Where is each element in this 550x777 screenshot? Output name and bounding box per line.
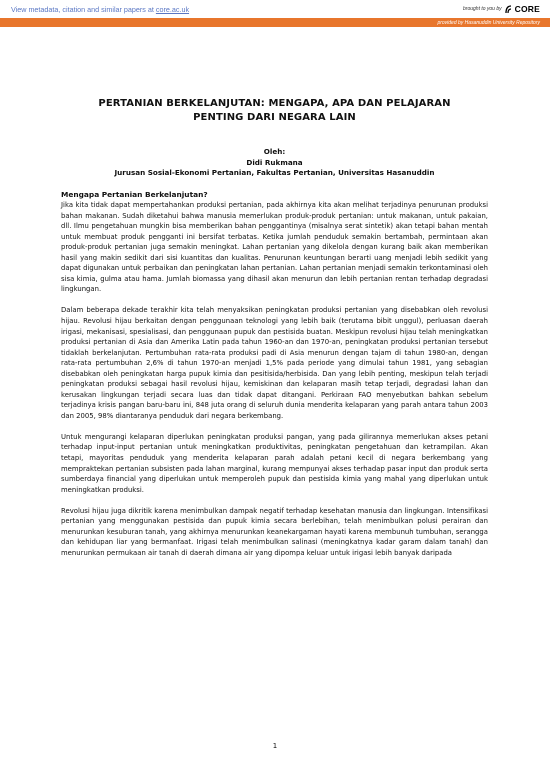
body-paragraph: Revolusi hijau juga dikritik karena menimbulkan dampak negatif terhadap kesehatan manusia dan lingkungan. Intensifikasi pertanian yang menggunakan pestisida dan pupuk kimia secara berlebihan, telah menimbulkan polusi perairan dan menurunkan kesuburan tanah, yang akhirnya menurunkan keanekargaman hayati karena membunuh tumbuhan, serangga dan kehidupan liar yang bermanfaat. Irigasi telah menimbulkan salinasi (meningkatnya kadar garam dalam tanah) dan menurunkan permukaan air tanah di daerah dimana air yang dipompa keluar untuk irigasi lebih banyak daripada bbox=[61, 506, 488, 557]
body-paragraph: Dalam beberapa dekade terakhir kita telah menyaksikan peningkatan produksi pertanian yang disebabkan oleh revolusi hijau. Revolusi hijau berkaitan dengan penggunaan teknologi yang lebih baik (terutama bibit unggul), perluasan daerah irigasi, mekanisasi, spesialisasi, dan penggunaan pupuk dan pestisida buatan. Meskipun revolusi hijau telah meningkatkan produksi pertanian di Asia dan Amerika Latin pada tahun 1960-an dan 1970-an, peningkatan produksi pertanian tersebut tidaklah berkelanjutan. Pertumbuhan rata-rata produksi padi di Asia menurun dengan tajam di tahun 1980-an, dengan rata-rata pertumbuhan 2,6% di tahun 1970-an menjadi 1,5% pada periode yang dimulai tahun 1981, yang sebagian disebabkan oleh peningkatan harga pupuk kimia dan pesitisida/herbisida. Dan yang lebih penting, meskipun telah terjadi peningkatan produksi sebagai hasil revolusi hijau, kemiskinan dan kelaparan masih tetap terjadi, degradasi lahan dan kerusakan lingkungan terjadi secara luas dan tidak dapat ditangani. Perkiraan FAO menyebutkan bahkan sebelum terjadinya krisis pangan baru-baru ini, 848 juta orang di seluruh dunia menderita kelaparan yang parah antara tahun 2003 dan 2005, 98% diantaranya penduduk dari negara berkembang. bbox=[61, 306, 488, 420]
core-brought-by: brought to you by bbox=[463, 6, 502, 12]
section-heading: Mengapa Pertanian Berkelanjutan? bbox=[61, 189, 208, 199]
author-affiliation: Jurusan Sosial-Ekonomi Pertanian, Fakultas Pertanian, Universitas Hasanuddin bbox=[114, 168, 435, 177]
body-paragraph: Jika kita tidak dapat mempertahankan produksi pertanian, pada akhirnya kita akan melihat terjadinya penurunan produksi bahan makanan. Sudah diketahui bahwa manusia memerlukan produk-produk pertanian: untuk makanan, untuk pakaian, dll. Ilmu pengetahuan mungkin bisa memberikan bahan penggantinya (misalnya serat sintetik) akan tetapi bahan mentah untuk membuat produk pengganti ini bersifat terbatas. Ketika jumlah penduduk semakin bertambah, permintaan akan produk-produk pertanian juga semakin meningkat. Lahan pertanian yang dikelola dengan kurang baik akan memberikan hasil yang makin sedikit dari sisi kuantitas dan kualitas. Penurunan keuntungan berarti uang menjadi lebih sedikit yang dapat digunakan untuk perbaikan dan peningkatan lahan pertanian. Lahan pertanian menjadi semakin terkontaminasi oleh sisa kimia, gulma atau hama. Jumlah biomassa yang dihasil akan menurun dan lebih pertanian rentan terhadap degradasi lingkungan. bbox=[61, 201, 488, 294]
core-top-row bbox=[0, 0, 550, 18]
core-metadata-text bbox=[11, 5, 189, 14]
core-logo-icon bbox=[505, 5, 512, 14]
core-link[interactable]: core.ac.uk bbox=[155, 4, 190, 14]
paper-title: PERTANIAN BERKELANJUTAN: MENGAPA, APA DAN PELAJARAN PENTING DARI NEGARA LAIN bbox=[98, 98, 451, 123]
paper-page bbox=[61, 90, 488, 569]
core-branding bbox=[463, 4, 540, 14]
author-name: Didi Rukmana bbox=[246, 157, 303, 167]
core-provided-by[interactable]: provided by Hasanuddin University Repository bbox=[437, 19, 540, 26]
body-paragraph: Untuk mengurangi kelaparan diperlukan peningkatan produksi pangan, yang pada gilirannya memerlukan akses petani terhadap input-input pertanian untuk meningkatkan produktivitas, peningkatan pengetahuan dan ketrampilan. Akan tetapi, mayoritas penduduk yang menderita kelaparan parah adalah petani kecil di negara berkembang yang mempraktekan pertanian subsisten pada lahan marginal, kurang mempunyai akses terhadap pasar input dan produk serta sumberdaya financial yang diperlukan untuk memperoleh pupuk dan pestisida kimia yang mahal yang diperlukan untuk meningkatkan produksi. bbox=[61, 432, 488, 494]
core-link-prefix: View metadata, citation and similar papers at bbox=[11, 4, 156, 14]
page-number: 1 bbox=[272, 742, 278, 750]
by-label: Oleh: bbox=[263, 147, 286, 156]
core-provider-strip bbox=[0, 18, 550, 27]
core-header bbox=[0, 0, 550, 28]
core-logo-text[interactable]: CORE bbox=[514, 4, 540, 14]
